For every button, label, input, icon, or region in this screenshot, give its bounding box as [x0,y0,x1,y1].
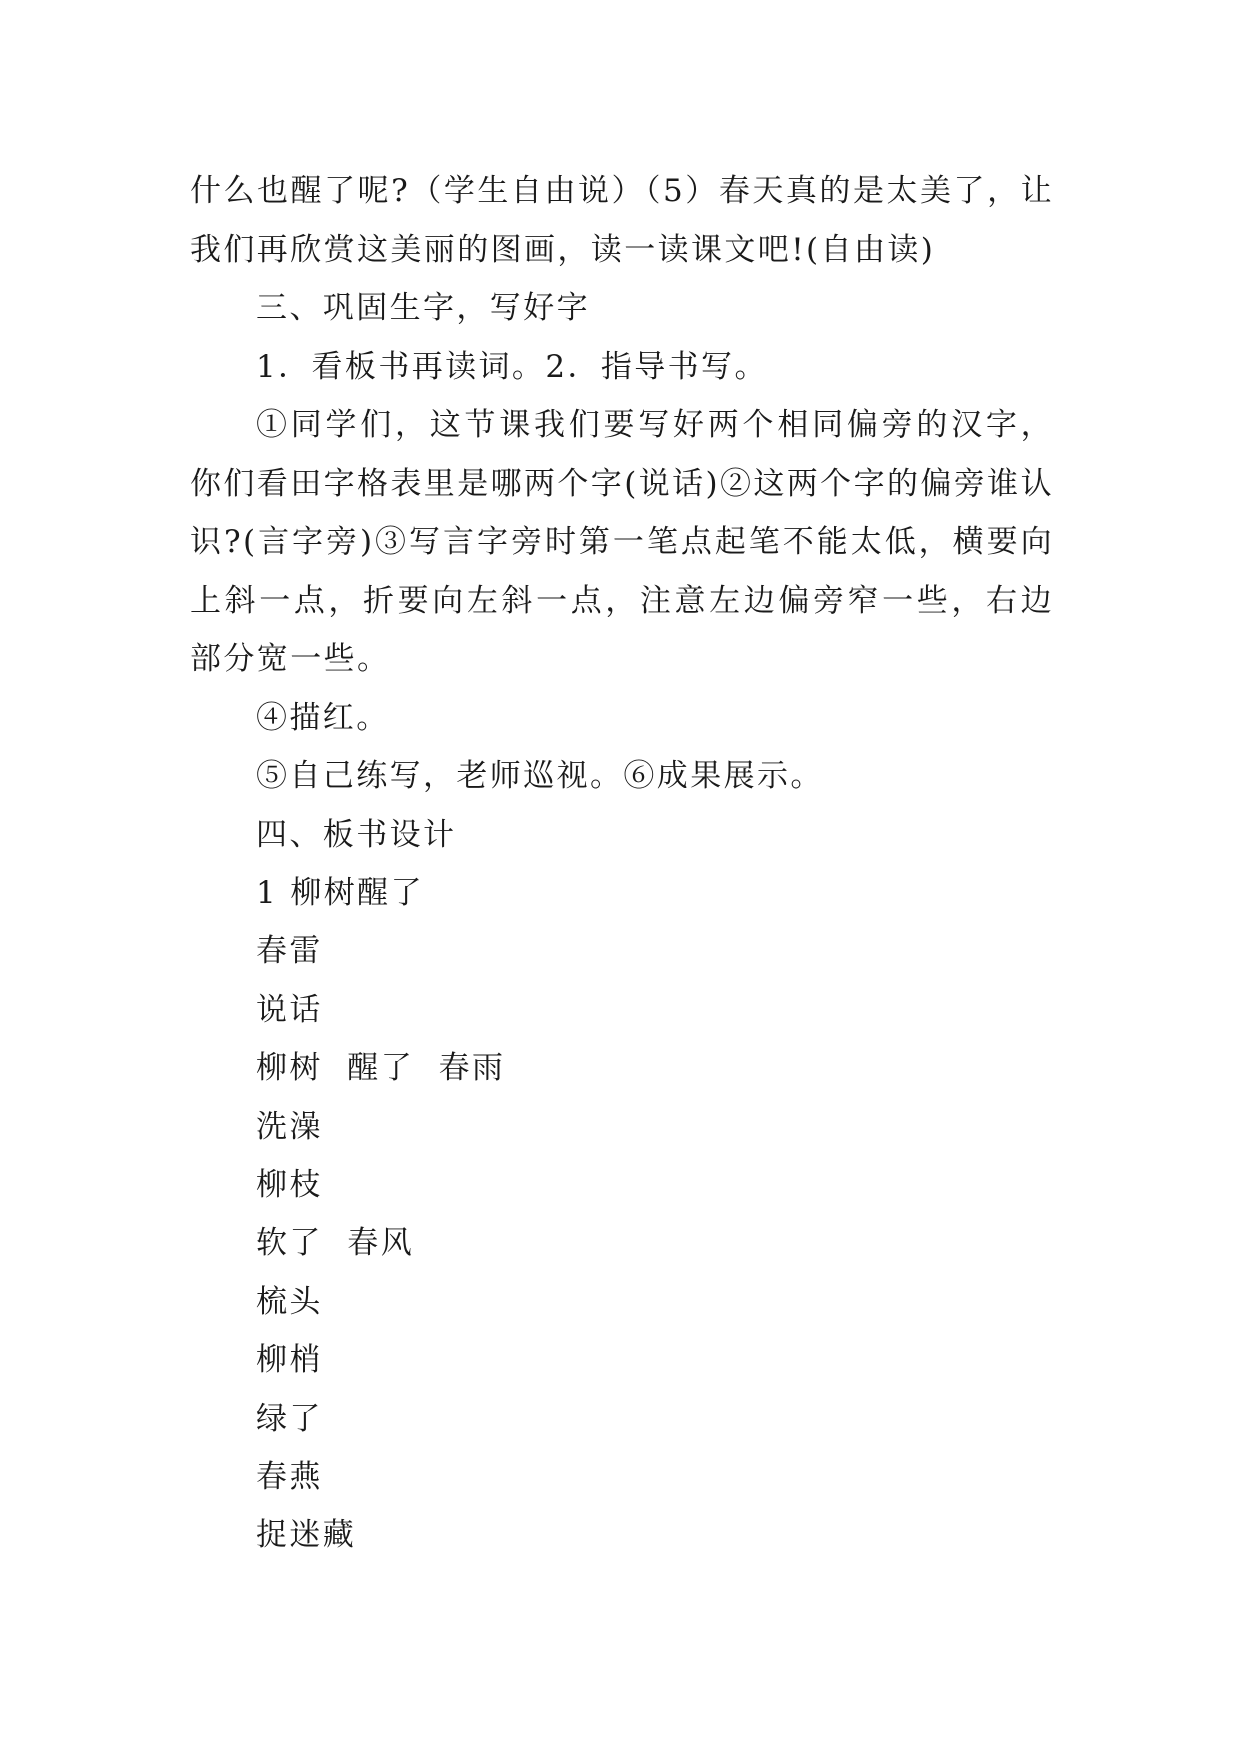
board-line: 捉迷藏 [256,1517,357,1554]
board-line: 洗澡 [256,1108,323,1145]
paragraph-steps: 1．看板书再读词。2．指导书写。 [256,348,768,385]
section-heading-board-design: 四、板书设计 [256,816,457,853]
paragraph-trace: ④描红。 [256,699,390,736]
board-line: 绿了 [256,1400,323,1437]
board-line: 春燕 [256,1459,323,1496]
paragraph-continuation: 什么也醒了呢?（学生自由说）（5）春天真的是太美了，让我们再欣赏这美丽的图画，读一读课文吧!(自由读) [190,173,1054,268]
section-heading-consolidate: 三、巩固生字，写好字 [256,290,590,326]
board-line: 春雷 [256,933,323,970]
board-line: 柳枝 [256,1167,323,1204]
board-line: 梳头 [256,1283,323,1320]
paragraph-writing-guide: ①同学们，这节课我们要写好两个相同偏旁的汉字，你们看田字格表里是哪两个字(说话)②这两个字的偏旁谁认识?(言字旁)③写言字旁时第一笔点起笔不能太低，横要向上斜一点，折要向左斜一点，注意左边偏旁窄一些，右边部分宽一些。 [190,407,1054,677]
board-line: 柳梢 [256,1342,323,1379]
board-line: 柳树 醒了 春雨 [256,1050,506,1087]
board-line: 说话 [256,991,323,1028]
board-design [190,864,1054,1565]
document-page [190,162,1054,1565]
board-line: 软了 春风 [256,1225,415,1262]
paragraph-practice: ⑤自己练写，老师巡视。⑥成果展示。 [256,758,824,794]
board-title: 1 柳树醒了 [256,875,424,911]
